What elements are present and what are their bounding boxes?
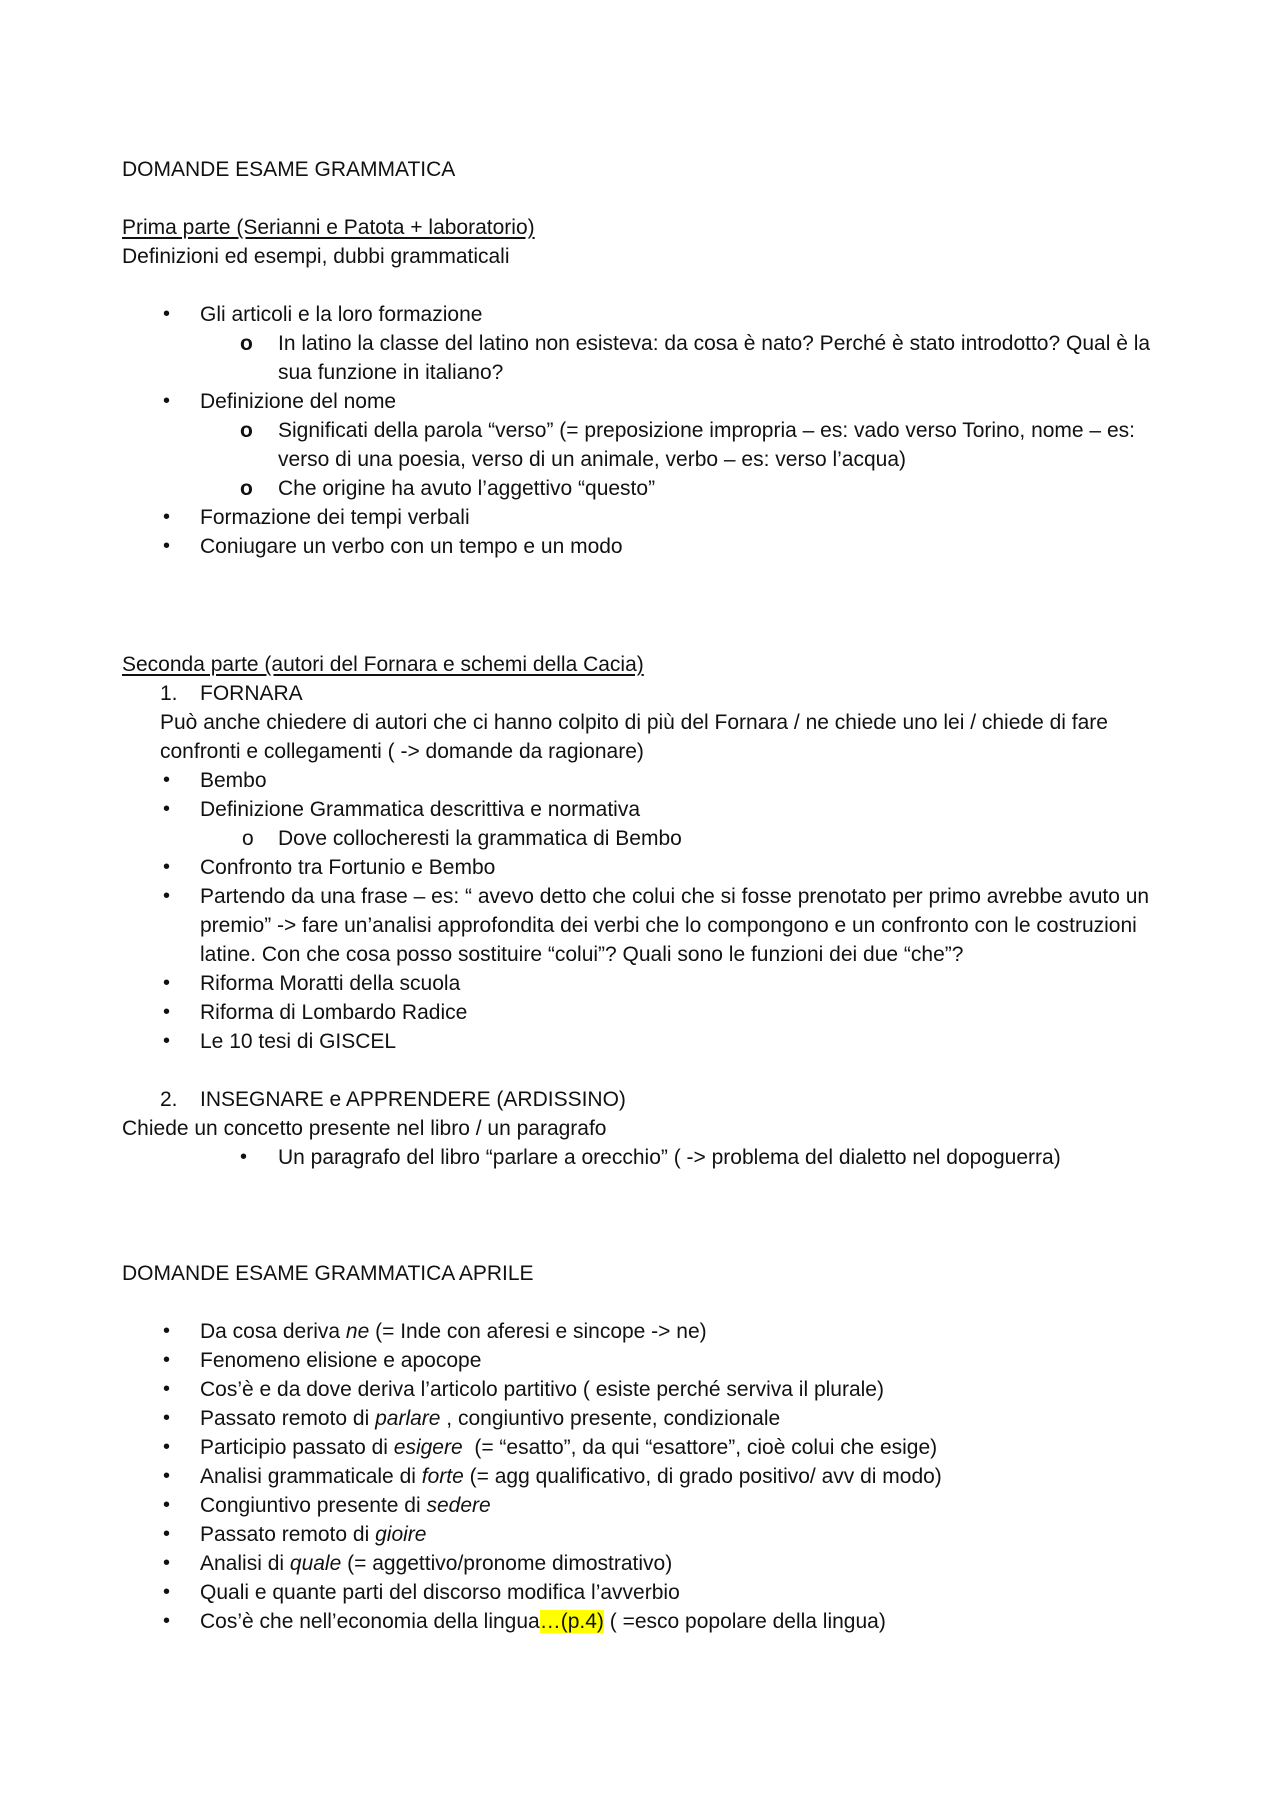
list-item: Formazione dei tempi verbali — [200, 506, 470, 529]
bullet-icon: • — [163, 972, 171, 994]
highlighted-page-ref: …(p.4) — [539, 1610, 604, 1633]
bullet-icon: • — [163, 1349, 171, 1371]
bullet-icon: • — [163, 1030, 171, 1052]
list-item: Cos’è e da dove deriva l’articolo partitivo ( esiste perché serviva il plurale) — [200, 1378, 884, 1401]
bullet-icon: • — [163, 390, 171, 412]
list-number: 1. — [160, 682, 178, 705]
list-item: Passato remoto di parlare , congiuntivo presente, condizionale — [200, 1407, 781, 1430]
list-item: Un paragrafo del libro “parlare a orecchio” ( -> problema del dialetto nel dopoguerra) — [278, 1146, 1061, 1169]
bullet-icon: • — [163, 856, 171, 878]
list-number: 2. — [160, 1088, 178, 1111]
list-item: Quali e quante parti del discorso modifica l’avverbio — [200, 1581, 680, 1604]
bullet-icon: • — [163, 303, 171, 325]
bullet-icon: • — [163, 1407, 171, 1429]
section-fornara-description: Può anche chiedere di autori che ci hanno colpito di più del Fornara / ne chiede uno lei / chiede di fare confronti e collegamenti ( -> domande da ragionare) — [160, 711, 1108, 763]
list-item: Analisi grammaticale di forte (= agg qualificativo, di grado positivo/ avv di modo) — [200, 1465, 942, 1488]
part1-subheading: Definizioni ed esempi, dubbi grammaticali — [122, 245, 510, 268]
bullet-icon: • — [163, 1610, 171, 1632]
bullet-icon: • — [163, 1465, 171, 1487]
list-item: Passato remoto di gioire — [200, 1523, 427, 1546]
sub-list-item: Dove collocheresti la grammatica di Bembo — [278, 827, 682, 850]
bullet-icon: • — [240, 1146, 248, 1168]
bullet-icon: • — [163, 769, 171, 791]
bullet-icon: • — [163, 1523, 171, 1545]
list-item: Coniugare un verbo con un tempo e un modo — [200, 535, 623, 558]
bullet-icon: • — [163, 1552, 171, 1574]
sub-bullet-icon: o — [240, 477, 253, 500]
part2-heading: Seconda parte (autori del Fornara e schemi della Cacia) — [122, 653, 644, 676]
list-item: Definizione del nome — [200, 390, 397, 413]
bullet-icon: • — [163, 1001, 171, 1023]
document-title: DOMANDE ESAME GRAMMATICA — [122, 158, 456, 181]
sub-list-item: Che origine ha avuto l’aggettivo “questo” — [278, 477, 656, 500]
bullet-icon: • — [163, 506, 171, 528]
sub-list-item: In latino la classe del latino non esisteva: da cosa è nato? Perché è stato introdotto? Qual è la sua funzione in italiano? — [278, 332, 1151, 384]
bullet-icon: • — [163, 1494, 171, 1516]
bullet-icon: • — [163, 1320, 171, 1342]
bullet-icon: • — [163, 1378, 171, 1400]
list-item: Fenomeno elisione e apocope — [200, 1349, 482, 1372]
sub-bullet-icon: o — [240, 332, 253, 355]
list-item: Da cosa deriva ne (= Inde con aferesi e sincope -> ne) — [200, 1320, 707, 1343]
list-item: Partendo da una frase – es: “ avevo detto che colui che si fosse prenotato per primo avrebbe avuto un premio” -> fare un’analisi approfondita dei verbi che lo compongono e un confronto con le costruzioni latine. Con che cosa posso sostituire “colui”? Quali sono le funzioni dei due “che”? — [200, 885, 1150, 966]
april-title: DOMANDE ESAME GRAMMATICA APRILE — [122, 1262, 534, 1285]
list-item: Riforma Moratti della scuola — [200, 972, 461, 995]
list-item: Bembo — [200, 769, 267, 792]
list-item: Participio passato di esigere (= “esatto”, da qui “esattore”, cioè colui che esige) — [200, 1436, 938, 1459]
bullet-icon: • — [163, 535, 171, 557]
bullet-icon: • — [163, 1436, 171, 1458]
section-ardissino-description: Chiede un concetto presente nel libro / un paragrafo — [122, 1117, 607, 1140]
list-item: Analisi di quale (= aggettivo/pronome dimostrativo) — [200, 1552, 673, 1575]
sub-bullet-icon: o — [240, 419, 253, 442]
sub-bullet-icon: o — [242, 827, 254, 850]
list-item: Cos’è che nell’economia della lingua…(p.4) ( =esco popolare della lingua) — [200, 1610, 886, 1633]
bullet-icon: • — [163, 885, 171, 907]
part1-heading: Prima parte (Serianni e Patota + laboratorio) — [122, 216, 535, 239]
list-item: Le 10 tesi di GISCEL — [200, 1030, 397, 1053]
list-item: Definizione Grammatica descrittiva e normativa — [200, 798, 640, 821]
list-item: Gli articoli e la loro formazione — [200, 303, 483, 326]
sub-list-item: Significati della parola “verso” (= preposizione impropria – es: vado verso Torino, nome – es: verso di una poesia, verso di un animale, verbo – es: verso l’acqua) — [278, 419, 1135, 471]
list-item: Riforma di Lombardo Radice — [200, 1001, 468, 1024]
bullet-icon: • — [163, 1581, 171, 1603]
section-fornara-title: FORNARA — [200, 682, 303, 705]
list-item: Confronto tra Fortunio e Bembo — [200, 856, 496, 879]
list-item: Congiuntivo presente di sedere — [200, 1494, 491, 1517]
section-ardissino-title: INSEGNARE e APPRENDERE (ARDISSINO) — [200, 1088, 626, 1111]
bullet-icon: • — [163, 798, 171, 820]
